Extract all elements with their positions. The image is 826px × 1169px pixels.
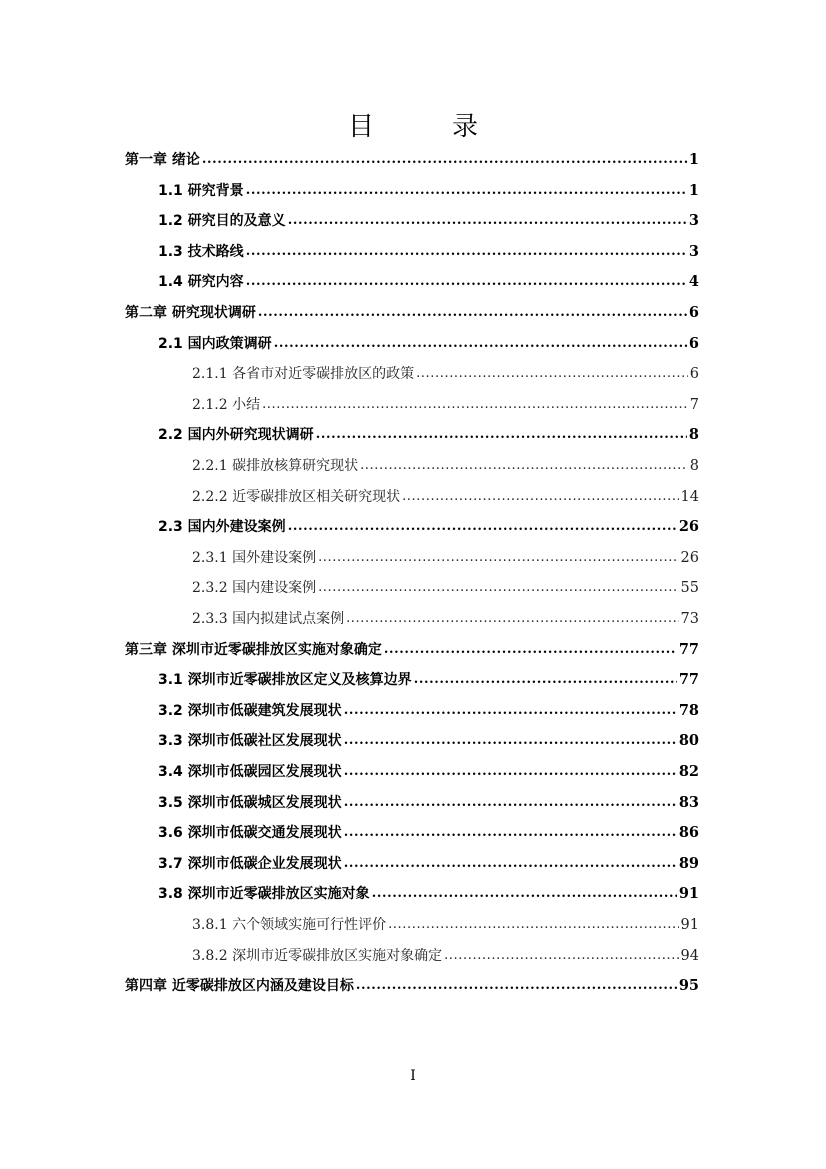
toc-entry-title: 1.4 研究内容 bbox=[158, 274, 244, 291]
toc-dot-leader bbox=[344, 729, 677, 753]
toc-dot-leader bbox=[344, 852, 677, 876]
toc-dot-leader bbox=[262, 393, 688, 417]
toc-entry-title: 2.1.1 各省市对近零碳排放区的政策 bbox=[192, 366, 415, 383]
toc-dot-leader bbox=[402, 485, 678, 509]
toc-entry-page-number: 86 bbox=[678, 824, 699, 842]
toc-entry[interactable] bbox=[192, 485, 699, 509]
toc-entry-page-number: 83 bbox=[678, 793, 699, 811]
toc-dot-leader bbox=[202, 148, 687, 172]
toc-entry-title: 2.3.3 国内拟建试点案例 bbox=[192, 611, 345, 627]
toc-entry-page-number: 80 bbox=[678, 732, 699, 750]
toc-entry-page-number: 3 bbox=[688, 212, 699, 230]
toc-entry-title: 2.2.1 碳排放核算研究现状 bbox=[192, 458, 359, 474]
toc-entry[interactable] bbox=[125, 974, 699, 998]
toc-entry-page-number: 14 bbox=[680, 488, 699, 505]
toc-entry[interactable] bbox=[192, 576, 699, 600]
toc-entry-page-number: 91 bbox=[678, 885, 699, 903]
toc-entry-page-number: 77 bbox=[678, 640, 699, 658]
toc-entry-title: 2.1 国内政策调研 bbox=[158, 335, 272, 352]
toc-entry-title: 2.3 国内外建设案例 bbox=[158, 519, 286, 536]
toc-entry[interactable] bbox=[125, 301, 699, 325]
toc-entry[interactable] bbox=[125, 638, 699, 662]
toc-entry[interactable] bbox=[158, 515, 699, 539]
toc-entry[interactable] bbox=[158, 821, 699, 845]
toc-entry-title: 2.3.2 国内建设案例 bbox=[192, 580, 317, 597]
toc-entry-title: 3.5 深圳市低碳城区发展现状 bbox=[158, 794, 342, 811]
toc-dot-leader bbox=[372, 882, 677, 906]
toc-entry-title: 3.8.1 六个领域实施可行性评价 bbox=[192, 917, 387, 933]
toc-entry-page-number: 89 bbox=[678, 854, 699, 872]
toc-entry-page-number: 6 bbox=[689, 366, 699, 383]
toc-entry-page-number: 26 bbox=[678, 518, 699, 536]
toc-entry[interactable] bbox=[158, 423, 699, 447]
toc-entry[interactable] bbox=[192, 607, 699, 631]
toc-entry[interactable] bbox=[192, 454, 699, 478]
toc-entry[interactable] bbox=[158, 760, 699, 784]
toc-dot-leader bbox=[258, 301, 687, 325]
toc-entry[interactable] bbox=[158, 179, 699, 203]
toc-entry-title: 1.3 技术路线 bbox=[158, 243, 244, 260]
toc-entry-page-number: 82 bbox=[678, 763, 699, 780]
toc-entry[interactable] bbox=[158, 240, 699, 264]
toc-entry-page-number: 7 bbox=[689, 396, 699, 413]
toc-entry[interactable] bbox=[192, 393, 699, 417]
toc-entry-title: 2.3.1 国外建设案例 bbox=[192, 549, 317, 566]
page-title: 目 录 bbox=[347, 112, 504, 142]
toc-entry-title: 3.6 深圳市低碳交通发展现状 bbox=[158, 825, 342, 842]
toc-entry-title: 2.1.2 小结 bbox=[192, 396, 261, 413]
toc-entry-page-number: 94 bbox=[680, 947, 699, 964]
toc-dot-leader bbox=[384, 638, 677, 662]
toc-entry[interactable] bbox=[192, 944, 699, 968]
toc-entry-page-number: 55 bbox=[680, 580, 699, 597]
toc-entry-title: 1.1 研究背景 bbox=[158, 182, 244, 199]
toc-entry-title: 2.2 国内外研究现状调研 bbox=[158, 427, 314, 444]
toc-dot-leader bbox=[344, 760, 677, 784]
toc-entry-title: 第三章 深圳市近零碳排放区实施对象确定 bbox=[125, 641, 382, 658]
toc-entry[interactable] bbox=[192, 913, 699, 937]
toc-dot-leader bbox=[246, 270, 687, 294]
toc-entry-title: 3.8 深圳市近零碳排放区实施对象 bbox=[158, 886, 370, 903]
toc-entry[interactable] bbox=[158, 332, 699, 356]
toc-dot-leader bbox=[288, 209, 687, 233]
toc-entry[interactable] bbox=[192, 362, 699, 386]
toc-entry[interactable] bbox=[158, 209, 699, 233]
toc-entry-title: 3.8.2 深圳市近零碳排放区实施对象确定 bbox=[192, 947, 443, 964]
toc-entry[interactable] bbox=[158, 729, 699, 753]
toc-entry-title: 2.2.2 近零碳排放区相关研究现状 bbox=[192, 488, 401, 505]
toc-entry[interactable] bbox=[125, 148, 699, 172]
toc-entry[interactable] bbox=[158, 699, 699, 723]
toc-entry-page-number: 1 bbox=[688, 151, 699, 168]
toc-dot-leader bbox=[388, 913, 678, 937]
toc-entry-page-number: 78 bbox=[678, 701, 699, 719]
toc-entry-title: 3.7 深圳市低碳企业发展现状 bbox=[158, 855, 342, 872]
toc-entry-title: 第四章 近零碳排放区内涵及建设目标 bbox=[125, 978, 354, 995]
toc-dot-leader bbox=[274, 332, 687, 356]
toc-entry-page-number: 73 bbox=[680, 611, 699, 627]
toc-entry-page-number: 8 bbox=[688, 426, 699, 444]
toc-entry[interactable] bbox=[158, 791, 699, 815]
toc-dot-leader bbox=[344, 791, 677, 815]
toc-dot-leader bbox=[356, 974, 677, 998]
toc-dot-leader bbox=[414, 668, 677, 692]
toc-entry-page-number: 1 bbox=[688, 181, 699, 199]
toc-entry-title: 第二章 研究现状调研 bbox=[125, 305, 256, 321]
toc-entry-page-number: 91 bbox=[680, 917, 699, 933]
toc-dot-leader bbox=[344, 821, 677, 845]
toc-entry-title: 3.2 深圳市低碳建筑发展现状 bbox=[158, 702, 342, 719]
toc-dot-leader bbox=[288, 515, 677, 539]
toc-dot-leader bbox=[360, 454, 688, 478]
toc-dot-leader bbox=[246, 179, 687, 203]
toc-entry-title: 3.3 深圳市低碳社区发展现状 bbox=[158, 733, 342, 750]
toc-entry-page-number: 6 bbox=[688, 304, 699, 321]
toc-entry-page-number: 4 bbox=[688, 273, 699, 291]
toc-entry-title: 1.2 研究目的及意义 bbox=[158, 213, 286, 230]
toc-dot-leader bbox=[346, 607, 678, 631]
toc-entry-page-number: 3 bbox=[688, 242, 699, 260]
toc-dot-leader bbox=[246, 240, 687, 264]
toc-entry-title: 3.4 深圳市低碳园区发展现状 bbox=[158, 764, 342, 780]
toc-dot-leader bbox=[344, 699, 677, 723]
toc-dot-leader bbox=[318, 546, 678, 570]
toc-entry-page-number: 95 bbox=[678, 977, 699, 995]
toc-dot-leader bbox=[316, 423, 687, 447]
toc-dot-leader bbox=[444, 944, 678, 968]
toc-entry-page-number: 6 bbox=[688, 334, 699, 352]
toc-entry[interactable] bbox=[158, 852, 699, 876]
toc-entry-title: 3.1 深圳市近零碳排放区定义及核算边界 bbox=[158, 672, 412, 689]
toc-entry[interactable] bbox=[158, 882, 699, 906]
toc-entry[interactable] bbox=[158, 668, 699, 692]
toc-entry[interactable] bbox=[158, 270, 699, 294]
page-number-footer: I bbox=[410, 1068, 416, 1084]
toc-entry-page-number: 8 bbox=[689, 458, 699, 474]
toc-entry-title: 第一章 绪论 bbox=[125, 152, 200, 168]
toc-dot-leader bbox=[318, 576, 678, 600]
toc-dot-leader bbox=[416, 362, 688, 386]
toc-entry-page-number: 26 bbox=[680, 549, 699, 566]
toc-entry[interactable] bbox=[192, 546, 699, 570]
toc-entry-page-number: 77 bbox=[678, 671, 699, 689]
